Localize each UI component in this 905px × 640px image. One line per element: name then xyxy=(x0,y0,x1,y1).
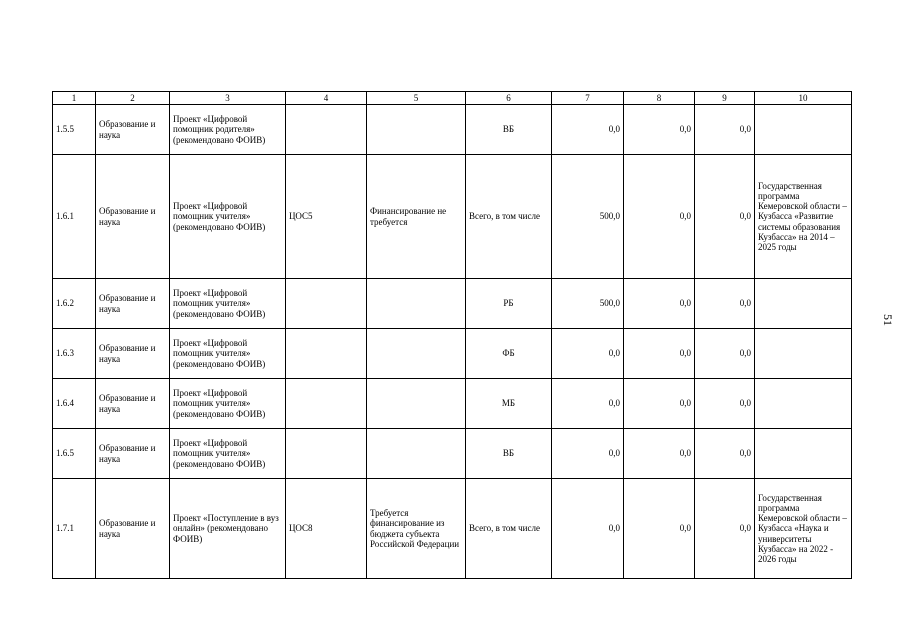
cell-value-8: 0,0 xyxy=(624,155,695,279)
header-cell: 7 xyxy=(552,92,624,105)
cell-code xyxy=(286,429,367,479)
cell-value-9: 0,0 xyxy=(695,429,755,479)
cell-number: 1.6.1 xyxy=(53,155,96,279)
cell-financing: Требуется финансирование из бюджета субъекта Российской Федерации xyxy=(367,479,466,579)
cell-value-7: 0,0 xyxy=(552,329,624,379)
header-cell: 6 xyxy=(466,92,552,105)
cell-number: 1.6.2 xyxy=(53,279,96,329)
table-row xyxy=(53,379,852,429)
table-header-row xyxy=(53,92,852,105)
cell-value-8: 0,0 xyxy=(624,379,695,429)
cell-value-9: 0,0 xyxy=(695,105,755,155)
cell-value-7: 0,0 xyxy=(552,429,624,479)
budget-table xyxy=(52,91,852,579)
table-row xyxy=(53,329,852,379)
table-row xyxy=(53,155,852,279)
cell-value-7: 500,0 xyxy=(552,279,624,329)
cell-code xyxy=(286,105,367,155)
cell-area: Образование и наука xyxy=(96,479,170,579)
cell-source: Всего, в том числе xyxy=(466,155,552,279)
cell-project: Проект «Цифровой помощник учителя» (рекомендовано ФОИВ) xyxy=(170,429,286,479)
cell-value-9: 0,0 xyxy=(695,155,755,279)
cell-value-8: 0,0 xyxy=(624,329,695,379)
cell-program xyxy=(755,105,852,155)
cell-program xyxy=(755,379,852,429)
header-cell: 4 xyxy=(286,92,367,105)
cell-code xyxy=(286,279,367,329)
cell-value-7: 500,0 xyxy=(552,155,624,279)
header-cell: 3 xyxy=(170,92,286,105)
cell-code: ЦОС8 xyxy=(286,479,367,579)
header-cell: 2 xyxy=(96,92,170,105)
cell-number: 1.5.5 xyxy=(53,105,96,155)
cell-number: 1.6.4 xyxy=(53,379,96,429)
cell-value-8: 0,0 xyxy=(624,479,695,579)
cell-source: МБ xyxy=(466,379,552,429)
cell-program: Государственная программа Кемеровской области – Кузбасса «Наука и университеты Кузбасса» на 2022 - 2026 годы xyxy=(755,479,852,579)
cell-program xyxy=(755,279,852,329)
cell-value-7: 0,0 xyxy=(552,105,624,155)
cell-number: 1.7.1 xyxy=(53,479,96,579)
header-cell: 9 xyxy=(695,92,755,105)
table-row xyxy=(53,279,852,329)
table-row xyxy=(53,479,852,579)
cell-project: Проект «Цифровой помощник учителя» (рекомендовано ФОИВ) xyxy=(170,379,286,429)
cell-value-8: 0,0 xyxy=(624,279,695,329)
cell-program xyxy=(755,329,852,379)
cell-code xyxy=(286,379,367,429)
cell-area: Образование и наука xyxy=(96,279,170,329)
cell-area: Образование и наука xyxy=(96,155,170,279)
cell-project: Проект «Цифровой помощник учителя» (рекомендовано ФОИВ) xyxy=(170,329,286,379)
cell-project: Проект «Цифровой помощник учителя» (рекомендовано ФОИВ) xyxy=(170,279,286,329)
cell-source: ФБ xyxy=(466,329,552,379)
cell-program xyxy=(755,429,852,479)
cell-project: Проект «Цифровой помощник родителя» (рекомендовано ФОИВ) xyxy=(170,105,286,155)
header-cell: 1 xyxy=(53,92,96,105)
cell-value-9: 0,0 xyxy=(695,379,755,429)
cell-code xyxy=(286,329,367,379)
cell-value-9: 0,0 xyxy=(695,329,755,379)
cell-value-8: 0,0 xyxy=(624,105,695,155)
cell-financing xyxy=(367,429,466,479)
table-row xyxy=(53,429,852,479)
page-number: 51 xyxy=(881,314,895,326)
header-cell: 5 xyxy=(367,92,466,105)
cell-value-9: 0,0 xyxy=(695,479,755,579)
cell-financing xyxy=(367,379,466,429)
cell-value-7: 0,0 xyxy=(552,379,624,429)
cell-financing xyxy=(367,329,466,379)
cell-financing xyxy=(367,279,466,329)
cell-source: ВБ xyxy=(466,105,552,155)
cell-project: Проект «Поступление в вуз онлайн» (рекомендовано ФОИВ) xyxy=(170,479,286,579)
cell-financing: Финансирование не требуется xyxy=(367,155,466,279)
cell-source: РБ xyxy=(466,279,552,329)
cell-financing xyxy=(367,105,466,155)
cell-source: Всего, в том числе xyxy=(466,479,552,579)
header-cell: 10 xyxy=(755,92,852,105)
cell-area: Образование и наука xyxy=(96,105,170,155)
cell-value-7: 0,0 xyxy=(552,479,624,579)
header-cell: 8 xyxy=(624,92,695,105)
cell-number: 1.6.3 xyxy=(53,329,96,379)
table-row xyxy=(53,105,852,155)
cell-program: Государственная программа Кемеровской области – Кузбасса «Развитие системы образования Кузбасса» на 2014 – 2025 годы xyxy=(755,155,852,279)
cell-code: ЦОС5 xyxy=(286,155,367,279)
cell-area: Образование и наука xyxy=(96,329,170,379)
cell-project: Проект «Цифровой помощник учителя» (рекомендовано ФОИВ) xyxy=(170,155,286,279)
cell-area: Образование и наука xyxy=(96,379,170,429)
cell-source: ВБ xyxy=(466,429,552,479)
cell-value-8: 0,0 xyxy=(624,429,695,479)
cell-number: 1.6.5 xyxy=(53,429,96,479)
cell-area: Образование и наука xyxy=(96,429,170,479)
cell-value-9: 0,0 xyxy=(695,279,755,329)
